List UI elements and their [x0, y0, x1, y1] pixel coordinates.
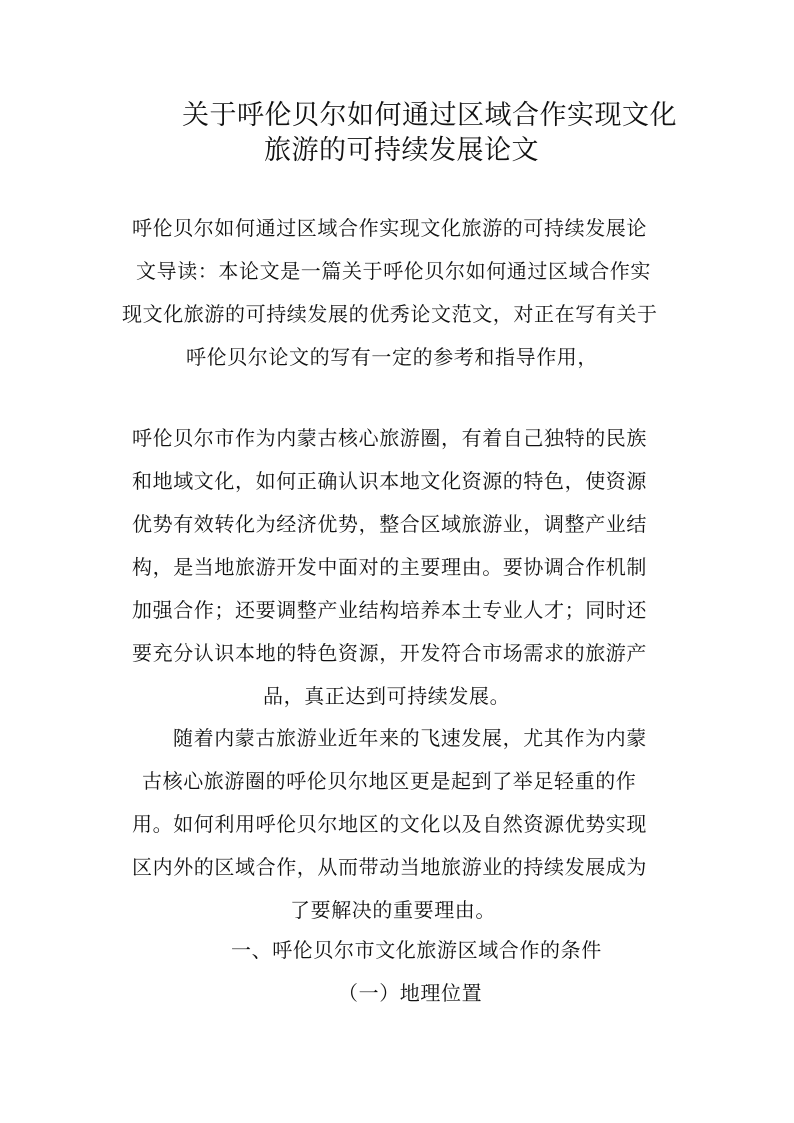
abstract-line: 构，是当地旅游开发中面对的主要理由。要协调合作机制 [132, 555, 647, 579]
abstract-line: 优势有效转化为经济优势，整合区域旅游业，调整产业结 [132, 512, 647, 536]
intro-line: 现文化旅游的可持续发展的优秀论文范文，对正在写有关于 [122, 302, 658, 326]
abstract-line: 呼伦贝尔市作为内蒙古核心旅游圈，有着自己独特的民族 [132, 426, 647, 450]
abstract-line: 品，真正达到可持续发展。 [263, 684, 511, 708]
intro-line: 文导读：本论文是一篇关于呼伦贝尔如何通过区域合作实 [136, 259, 651, 283]
document-title-line-1: 关于呼伦贝尔如何通过区域合作实现文化 [182, 100, 677, 131]
subsection-heading: （一）地理位置 [338, 981, 483, 1005]
paragraph-line: 了要解决的重要理由。 [290, 898, 496, 922]
abstract-line: 要充分认识本地的特色资源，开发符合市场需求的旅游产 [132, 641, 647, 665]
paragraph-line: 随着内蒙古旅游业近年来的飞速发展，尤其作为内蒙 [173, 726, 647, 750]
intro-line: 呼伦贝尔论文的写有一定的参考和指导作用， [186, 345, 598, 369]
paragraph-line: 区内外的区域合作，从而带动当地旅游业的持续发展成为 [132, 855, 647, 879]
document-title-line-2: 旅游的可持续发展论文 [264, 135, 539, 166]
section-heading: 一、呼伦贝尔市文化旅游区域合作的条件 [231, 938, 602, 962]
abstract-line: 加强合作；还要调整产业结构培养本土专业人才；同时还 [132, 598, 647, 622]
paragraph-line: 用。如何利用呼伦贝尔地区的文化以及自然资源优势实现 [132, 812, 647, 836]
paragraph-line: 古核心旅游圈的呼伦贝尔地区更是起到了举足轻重的作 [142, 769, 637, 793]
intro-line: 呼伦贝尔如何通过区域合作实现文化旅游的可持续发展论 [132, 216, 647, 240]
abstract-line: 和地域文化，如何正确认识本地文化资源的特色，使资源 [132, 469, 647, 493]
